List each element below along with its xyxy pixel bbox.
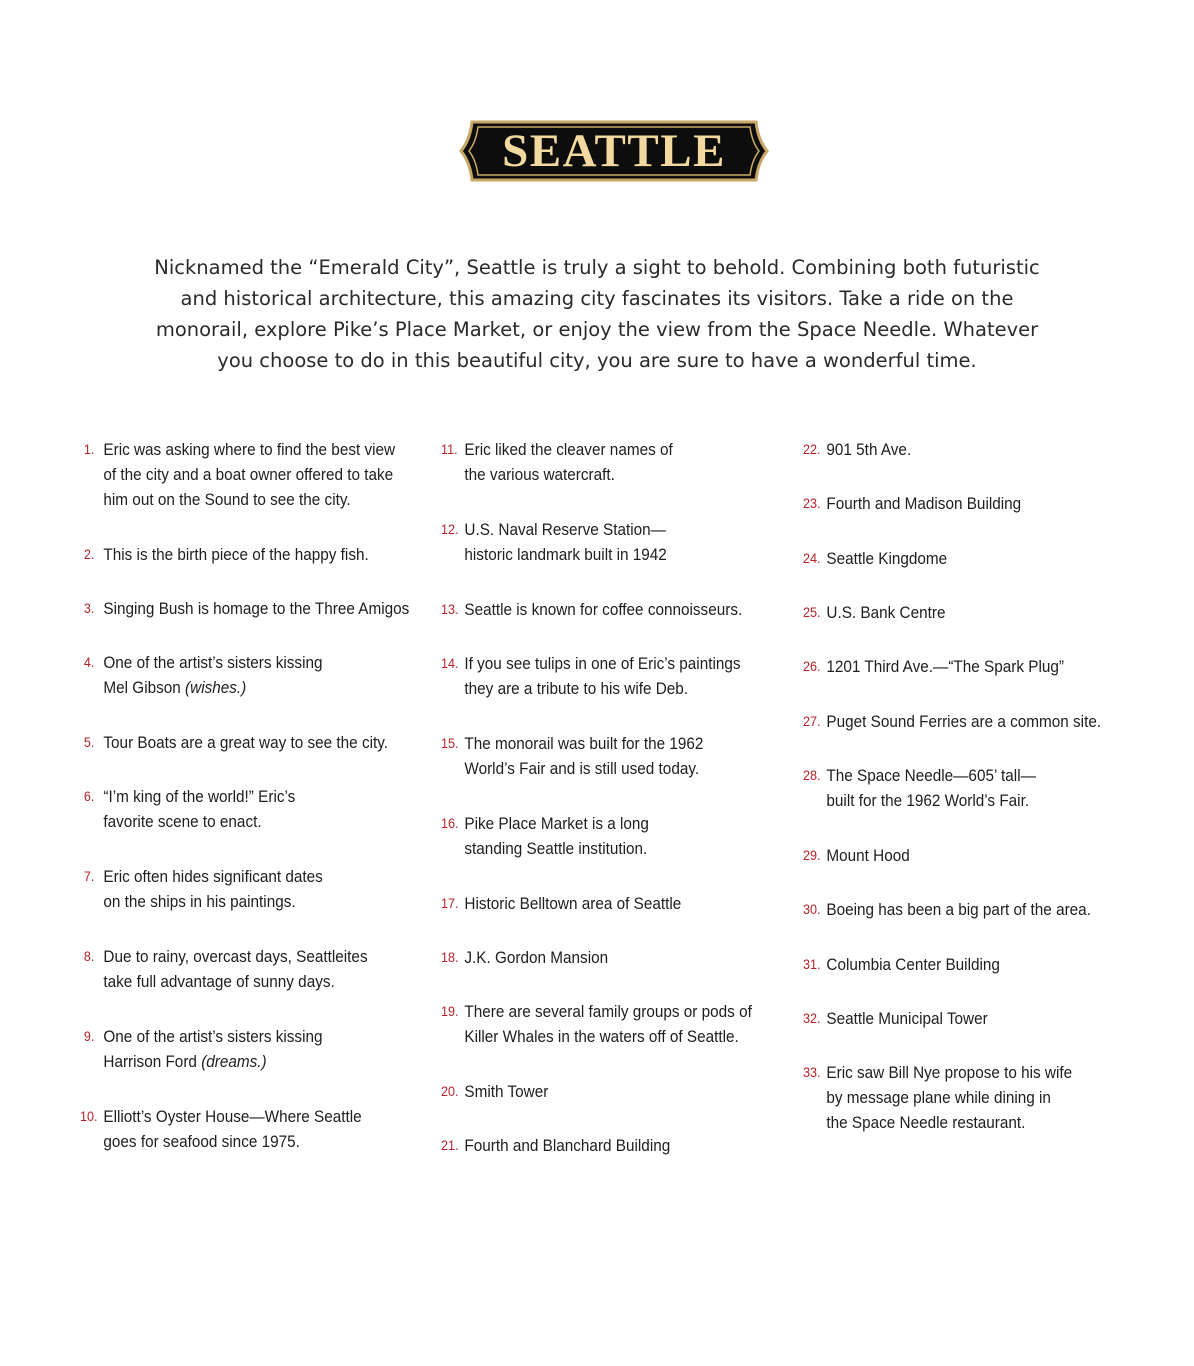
item-text-line: 901 5th Ave. <box>826 440 912 459</box>
item-number: 6. <box>83 788 95 804</box>
item-italic-note: (wishes.) <box>185 678 247 697</box>
item-text-line: the Space Needle restaurant. <box>826 1113 1026 1132</box>
page-title: SEATTLE <box>502 124 726 177</box>
item-text-line: him out on the Sound to see the city. <box>103 490 351 509</box>
item-text-line: Seattle Municipal Tower <box>826 1009 988 1028</box>
list-item <box>80 542 413 596</box>
list-item <box>80 1104 413 1158</box>
item-number: 32. <box>803 1010 821 1026</box>
list-item <box>441 811 756 891</box>
list-item <box>80 730 413 784</box>
item-number: 30. <box>803 901 821 917</box>
title-banner <box>458 116 770 186</box>
item-number: 33. <box>803 1064 821 1080</box>
item-number: 18. <box>441 949 459 965</box>
list-item <box>803 1060 1109 1140</box>
item-text-line: J.K. Gordon Mansion <box>464 948 609 967</box>
item-text-line: historic landmark built in 1942 <box>464 545 667 564</box>
item-number: 25. <box>803 604 821 620</box>
item-text-fragment: Harrison Ford <box>103 1052 197 1071</box>
item-text-line: “I’m king of the world!” Eric’s <box>103 787 296 806</box>
item-text-line: Columbia Center Building <box>826 955 1000 974</box>
item-text-line: Eric saw Bill Nye propose to his wife <box>826 1063 1073 1082</box>
item-text-line: standing Seattle institution. <box>464 839 648 858</box>
list-item <box>441 945 756 999</box>
item-number: 31. <box>803 956 821 972</box>
item-number: 11. <box>441 441 458 457</box>
item-text-line: Eric liked the cleaver names of <box>464 440 673 459</box>
list-item <box>803 546 1109 600</box>
list-item <box>441 651 756 731</box>
item-text-line: Killer Whales in the waters off of Seattle. <box>464 1027 739 1046</box>
item-number: 7. <box>83 868 95 884</box>
item-text-line: The Space Needle—605’ tall— <box>826 766 1036 785</box>
item-number: 22. <box>803 441 821 457</box>
item-text-line <box>103 675 413 700</box>
item-number: 10. <box>80 1108 98 1124</box>
item-text-line: Eric was asking where to find the best view <box>103 440 396 459</box>
item-text-line: Seattle Kingdome <box>826 549 948 568</box>
list-item <box>441 731 756 811</box>
item-text-line: Mount Hood <box>826 846 910 865</box>
notes-column-2 <box>441 437 791 1163</box>
item-text-line: the various watercraft. <box>464 465 615 484</box>
list-item <box>803 709 1109 763</box>
item-number: 23. <box>803 495 821 511</box>
item-text-line: 1201 Third Ave.—“The Spark Plug” <box>826 657 1064 676</box>
list-item <box>441 999 756 1079</box>
item-text-line: Smith Tower <box>464 1082 549 1101</box>
item-text-line: goes for seafood since 1975. <box>103 1132 300 1151</box>
item-text-line: Due to rainy, overcast days, Seattleites <box>103 947 368 966</box>
item-text-line: U.S. Naval Reserve Station— <box>464 520 666 539</box>
item-number: 21. <box>441 1137 459 1153</box>
item-text-line: Eric often hides significant dates <box>103 867 323 886</box>
item-text-line: Boeing has been a big part of the area. <box>826 900 1091 919</box>
item-text-line: favorite scene to enact. <box>103 812 262 831</box>
item-text-line <box>103 1049 413 1074</box>
list-item <box>803 600 1109 654</box>
item-text-line: by message plane while dining in <box>826 1088 1051 1107</box>
item-text-line: If you see tulips in one of Eric’s paintings <box>464 654 741 673</box>
item-text-line: take full advantage of sunny days. <box>103 972 335 991</box>
item-number: 19. <box>441 1003 459 1019</box>
list-item <box>441 437 756 517</box>
list-item <box>803 763 1109 843</box>
item-text-line: Historic Belltown area of Seattle <box>464 894 682 913</box>
item-number: 29. <box>803 847 821 863</box>
item-number: 1. <box>83 441 95 457</box>
item-text-line: There are several family groups or pods of <box>464 1002 752 1021</box>
item-text-line: Seattle is known for coffee connoisseurs. <box>464 600 743 619</box>
list-item <box>441 597 756 651</box>
list-item <box>803 897 1109 952</box>
intro-paragraph: Nicknamed the “Emerald City”, Seattle is truly a sight to behold. Combining both futuristic and historical architecture, this amazing city fascinates its visitors. Take a ride on the monorail, explore Pike’s Place Market, or enjoy the view from the Space Needle. Whatever you choose to do in this beautiful city, you are sure to have a wonderful time. <box>154 256 1040 372</box>
item-text-line: of the city and a boat owner offered to take <box>103 465 394 484</box>
item-text-line: on the ships in his paintings. <box>103 892 296 911</box>
list-item <box>803 654 1109 709</box>
list-item <box>803 1006 1109 1060</box>
item-text-fragment: Mel Gibson <box>103 678 181 697</box>
list-item <box>80 784 413 864</box>
notes-column-1 <box>80 437 450 1158</box>
item-text-line: Pike Place Market is a long <box>464 814 649 833</box>
item-text-line: The monorail was built for the 1962 <box>464 734 704 753</box>
item-number: 3. <box>83 600 95 616</box>
item-number: 9. <box>83 1028 95 1044</box>
item-number: 2. <box>83 546 95 562</box>
item-number: 5. <box>83 734 95 750</box>
item-text-line: they are a tribute to his wife Deb. <box>464 679 689 698</box>
item-text-line: Fourth and Blanchard Building <box>464 1136 671 1155</box>
item-number: 28. <box>803 767 821 783</box>
item-number: 14. <box>441 655 459 671</box>
item-text-line: Fourth and Madison Building <box>826 494 1022 513</box>
list-item <box>80 596 413 650</box>
item-number: 17. <box>441 895 459 911</box>
list-item <box>803 843 1109 897</box>
item-text-line: World’s Fair and is still used today. <box>464 759 700 778</box>
item-text-line: built for the 1962 World’s Fair. <box>826 791 1030 810</box>
item-number: 24. <box>803 550 821 566</box>
item-text-line: One of the artist’s sisters kissing <box>103 653 323 672</box>
item-number: 27. <box>803 713 821 729</box>
item-text-line: Singing Bush is homage to the Three Amigos <box>103 599 410 618</box>
item-number: 20. <box>441 1083 459 1099</box>
list-item <box>80 1024 413 1104</box>
list-item <box>441 1133 756 1163</box>
item-text-line: One of the artist’s sisters kissing <box>103 1027 323 1046</box>
item-number: 15. <box>441 735 459 751</box>
notes-column-3 <box>803 437 1143 1140</box>
item-number: 4. <box>83 654 95 670</box>
item-text-line: Puget Sound Ferries are a common site. <box>826 712 1102 731</box>
item-italic-note: (dreams.) <box>201 1052 267 1071</box>
item-number: 12. <box>441 521 459 537</box>
list-item <box>80 650 413 730</box>
item-text-line: Elliott’s Oyster House—Where Seattle <box>103 1107 362 1126</box>
list-item <box>80 944 413 1024</box>
list-item <box>803 437 1109 491</box>
list-item <box>803 952 1109 1006</box>
list-item <box>80 864 413 944</box>
list-item <box>441 1079 756 1133</box>
list-item <box>80 437 413 542</box>
item-text-line: Tour Boats are a great way to see the city. <box>103 733 389 752</box>
item-number: 13. <box>441 601 459 617</box>
item-number: 26. <box>803 658 821 674</box>
item-number: 8. <box>83 948 95 964</box>
item-text-line: This is the birth piece of the happy fish. <box>103 545 369 564</box>
list-item <box>441 891 756 945</box>
list-item <box>803 491 1109 546</box>
list-item <box>441 517 756 597</box>
item-text-line: U.S. Bank Centre <box>826 603 946 622</box>
item-number: 16. <box>441 815 459 831</box>
